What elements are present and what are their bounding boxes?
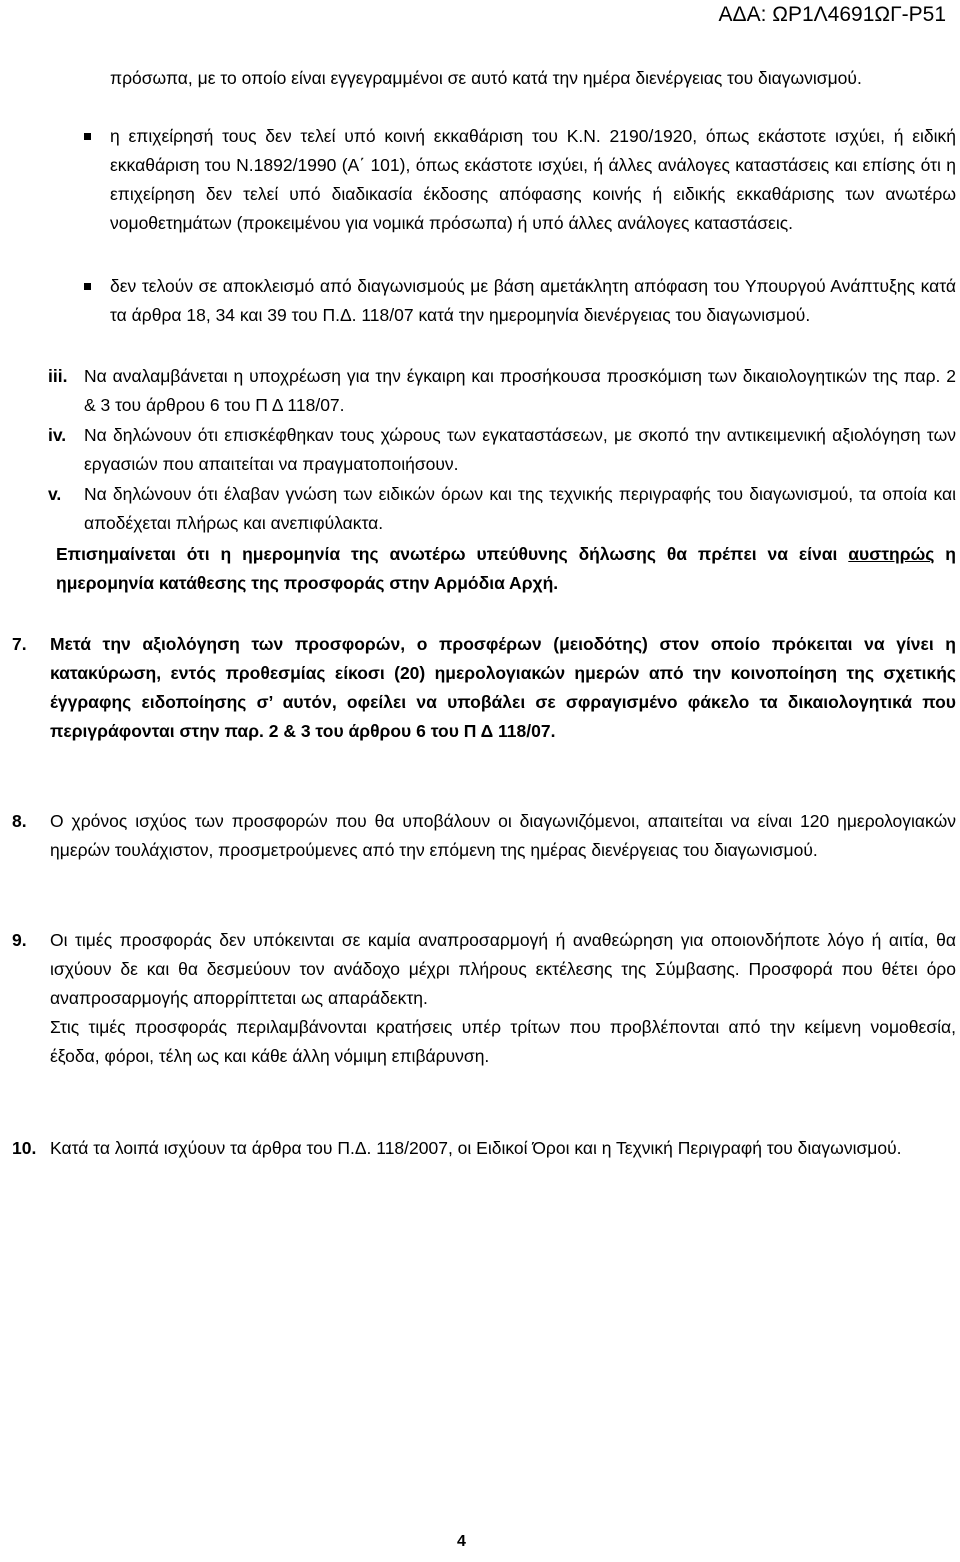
item-text: Μετά την αξιολόγηση των προσφορών, ο προσφέρων (μειοδότης) στον οποίο πρόκειται να γίνει η κατακύρωση, εντός προθεσμίας είκοσι (20) ημερολογιακών ημερών από την κοινοποίηση της σχετικής έγγραφης ειδοποίησης σ’ αυτόν, οφείλει να υποβάλει σε σφραγισμένο φάκελο τα δικαιολογητικά που περιγράφονται στην παρ. 2 & 3 του άρθρου 6 του Π Δ 118/07. bbox=[50, 634, 956, 741]
bullet-text: η επιχείρησή τους δεν τελεί υπό κοινή εκκαθάριση του Κ.Ν. 2190/1920, όπως εκάστοτε ισχύει, ή ειδική εκκαθάριση του Ν.1892/1990 (Α΄ 101), όπως εκάστοτε ισχύει, ή άλλες ανάλογες καταστάσεις και επίσης ότι η επιχείρηση δεν τελεί υπό διαδικασία έκδοσης απόφασης κοινής ή ειδικής εκκαθάρισης των ανωτέρω νομοθετημάτων (προκειμένου για νομικά πρόσωπα) ή υπό άλλες ανάλογες καταστάσεις. bbox=[110, 126, 956, 233]
bullet-item bbox=[110, 272, 956, 330]
roman-list-item bbox=[48, 421, 956, 479]
item-number: 7. bbox=[12, 634, 27, 654]
square-bullet-icon bbox=[84, 283, 91, 290]
continuation-paragraph: πρόσωπα, με το οποίο είναι εγγεγραμμένοι σε αυτό κατά την ημέρα διενέργειας του διαγωνισμού. bbox=[110, 68, 862, 88]
roman-text: Να δηλώνουν ότι έλαβαν γνώση των ειδικών όρων και της τεχνικής περιγραφής του διαγωνισμού, τα οποία και αποδέχεται πλήρως και ανεπιφύλακτα. bbox=[84, 484, 956, 533]
numbered-item bbox=[12, 926, 956, 1071]
item-text-second: Στις τιμές προσφοράς περιλαμβάνονται κρατήσεις υπέρ τρίτων που προβλέπονται από την κείμενη νομοθεσία, έξοδα, φόροι, τέλη ως και κάθε άλλη νόμιμη επιβάρυνση. bbox=[50, 1017, 956, 1066]
roman-number: iii. bbox=[48, 366, 68, 386]
numbered-item bbox=[12, 1134, 956, 1163]
emphasis-note bbox=[56, 540, 956, 598]
item-text: Οι τιμές προσφοράς δεν υπόκεινται σε καμία αναπροσαρμογή ή αναθεώρηση για οποιονδήποτε λόγο ή αιτία, θα ισχύουν δε και θα δεσμεύουν τον ανάδοχο μέχρι πλήρους εκτέλεσης της Σύμβασης. Προσφορά που θέτει όρο αναπροσαρμογής απορρίπτεται ως απαράδεκτη. bbox=[50, 930, 956, 1008]
roman-number: v. bbox=[48, 484, 62, 504]
note-underlined: αυστηρώς bbox=[848, 544, 935, 564]
bullet-item bbox=[110, 122, 956, 238]
note-text-1: Επισημαίνεται ότι η ημερομηνία της ανωτέρω υπεύθυνης δήλωσης θα πρέπει να είναι bbox=[56, 544, 849, 564]
square-bullet-icon bbox=[84, 133, 91, 140]
roman-text: Να δηλώνουν ότι επισκέφθηκαν τους χώρους των εγκαταστάσεων, με σκοπό την αντικειμενική αξιολόγηση των εργασιών που απαιτείται να πραγματοποιήσουν. bbox=[84, 425, 956, 474]
page-number: 4 bbox=[457, 1533, 466, 1550]
numbered-item bbox=[12, 630, 956, 746]
item-text: Κατά τα λοιπά ισχύουν τα άρθρα του Π.Δ. 118/2007, οι Ειδικοί Όροι και η Τεχνική Περιγραφή του διαγωνισμού. bbox=[50, 1138, 902, 1158]
numbered-item bbox=[12, 807, 956, 865]
item-number: 9. bbox=[12, 930, 27, 950]
item-number: 8. bbox=[12, 811, 27, 831]
item-number: 10. bbox=[12, 1138, 37, 1158]
roman-number: iv. bbox=[48, 425, 67, 445]
roman-list-item bbox=[48, 362, 956, 420]
item-text: Ο χρόνος ισχύος των προσφορών που θα υποβάλουν οι διαγωνιζόμενοι, απαιτείται να είναι 120 ημερολογιακών ημερών τουλάχιστον, προσμετρούμενες από την επόμενη της ημέρας διενέργειας του διαγωνισμού. bbox=[50, 811, 956, 860]
note-text-2: η ημερομηνία κατάθεσης της προσφοράς στην Αρμόδια Αρχή. bbox=[56, 544, 956, 593]
bullet-text: δεν τελούν σε αποκλεισμό από διαγωνισμούς με βάση αμετάκλητη απόφαση του Υπουργού Ανάπτυξης κατά τα άρθρα 18, 34 και 39 του Π.Δ. 118/07 κατά την ημερομηνία διενέργειας του διαγωνισμού. bbox=[110, 276, 956, 325]
roman-text: Να αναλαμβάνεται η υποχρέωση για την έγκαιρη και προσήκουσα προσκόμιση των δικαιολογητικών της παρ. 2 & 3 του άρθρου 6 του Π Δ 118/07. bbox=[84, 366, 956, 415]
roman-list-item bbox=[48, 480, 956, 538]
ada-code: ΑΔΑ: ΩΡ1Λ4691ΩΓ-Ρ51 bbox=[718, 3, 946, 26]
